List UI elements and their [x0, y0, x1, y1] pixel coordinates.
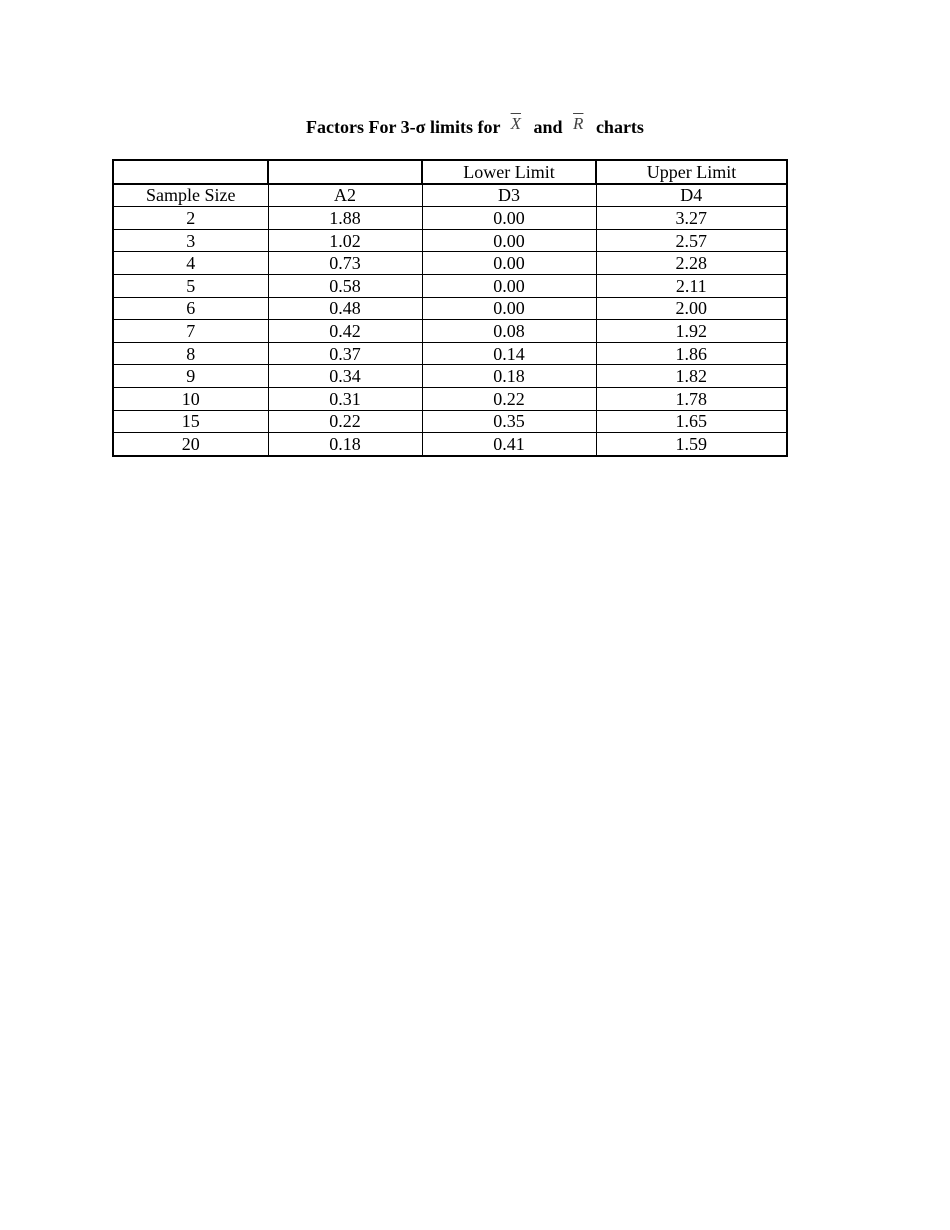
table-row	[113, 320, 787, 343]
table-row	[113, 229, 787, 252]
a2-cell: 0.22	[268, 410, 422, 433]
a2-cell: 1.02	[268, 229, 422, 252]
d3-cell: 0.18	[422, 365, 596, 388]
header-cell-d3: D3	[422, 184, 596, 207]
d3-cell: 0.35	[422, 410, 596, 433]
sample-size-cell: 4	[113, 252, 268, 275]
title-middle: and	[533, 117, 563, 137]
sample-size-cell: 6	[113, 297, 268, 320]
table-row	[113, 433, 787, 456]
d3-cell: 0.00	[422, 297, 596, 320]
d4-cell: 2.28	[596, 252, 787, 275]
a2-cell: 0.48	[268, 297, 422, 320]
title-suffix: charts	[595, 117, 644, 137]
d3-cell: 0.14	[422, 342, 596, 365]
header-cell-sample-size: Sample Size	[113, 184, 268, 207]
a2-cell: 0.31	[268, 387, 422, 410]
d4-cell: 1.78	[596, 387, 787, 410]
table-row	[113, 252, 787, 275]
d4-cell: 1.86	[596, 342, 787, 365]
d4-cell: 3.27	[596, 207, 787, 230]
d4-cell: 1.82	[596, 365, 787, 388]
sample-size-cell: 8	[113, 342, 268, 365]
table-row	[113, 297, 787, 320]
d4-cell: 1.59	[596, 433, 787, 456]
sample-size-cell: 2	[113, 207, 268, 230]
d3-cell: 0.00	[422, 252, 596, 275]
sample-size-cell: 5	[113, 274, 268, 297]
header-cell-a2: A2	[268, 184, 422, 207]
sample-size-cell: 10	[113, 387, 268, 410]
factors-table	[112, 159, 788, 457]
header-row-limits	[113, 160, 787, 184]
factors-table-body	[113, 160, 787, 456]
a2-cell: 0.34	[268, 365, 422, 388]
table-row	[113, 274, 787, 297]
r-bar-symbol: $\overline{R}$	[573, 114, 584, 133]
a2-cell: 1.88	[268, 207, 422, 230]
header-cell-lower-limit: Lower Limit	[422, 160, 596, 184]
a2-cell: 0.73	[268, 252, 422, 275]
d3-cell: 0.41	[422, 433, 596, 456]
sample-size-cell: 15	[113, 410, 268, 433]
header-cell-upper-limit: Upper Limit	[596, 160, 787, 184]
header-cell	[113, 160, 268, 184]
table-row	[113, 410, 787, 433]
title-prefix: Factors For 3-σ limits for	[306, 117, 501, 137]
d4-cell: 1.65	[596, 410, 787, 433]
a2-cell: 0.58	[268, 274, 422, 297]
d3-cell: 0.22	[422, 387, 596, 410]
x-bar-symbol: $\overline{X}$	[510, 114, 522, 133]
a2-cell: 0.42	[268, 320, 422, 343]
sample-size-cell: 20	[113, 433, 268, 456]
a2-cell: 0.37	[268, 342, 422, 365]
table-row	[113, 342, 787, 365]
table-row	[113, 207, 787, 230]
header-row-columns	[113, 184, 787, 207]
header-cell-d4: D4	[596, 184, 787, 207]
d3-cell: 0.00	[422, 207, 596, 230]
header-cell	[268, 160, 422, 184]
table-row	[113, 365, 787, 388]
d4-cell: 2.11	[596, 274, 787, 297]
a2-cell: 0.18	[268, 433, 422, 456]
d4-cell: 2.57	[596, 229, 787, 252]
d4-cell: 2.00	[596, 297, 787, 320]
d3-cell: 0.00	[422, 229, 596, 252]
d3-cell: 0.08	[422, 320, 596, 343]
sample-size-cell: 3	[113, 229, 268, 252]
table-row	[113, 387, 787, 410]
sample-size-cell: 9	[113, 365, 268, 388]
sample-size-cell: 7	[113, 320, 268, 343]
d3-cell: 0.00	[422, 274, 596, 297]
page-title	[0, 116, 950, 139]
d4-cell: 1.92	[596, 320, 787, 343]
